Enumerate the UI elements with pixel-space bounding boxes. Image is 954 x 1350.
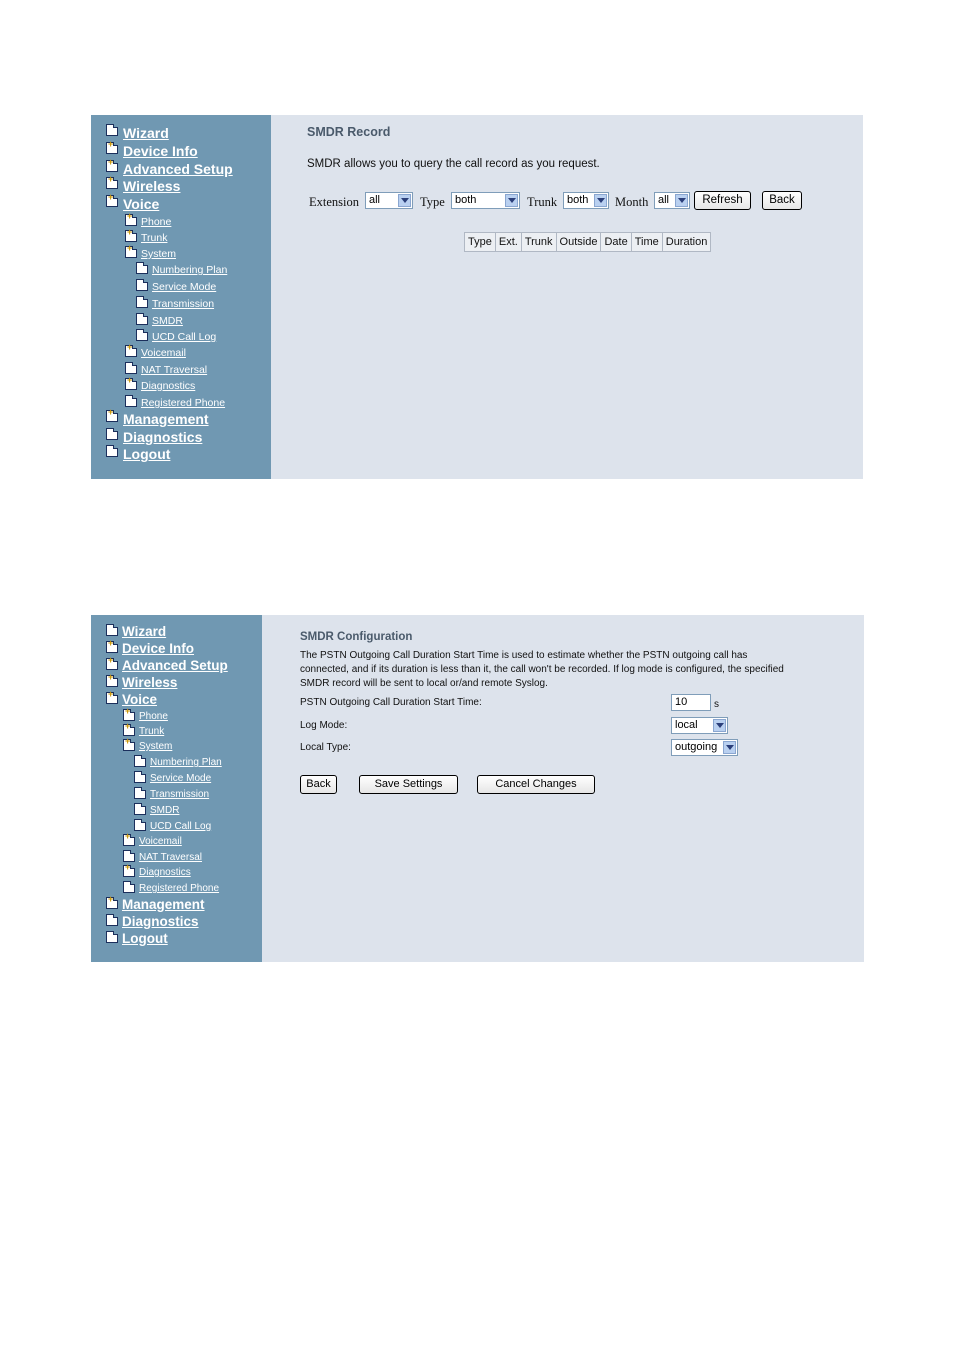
month-select[interactable] — [654, 192, 690, 209]
nav-wireless[interactable]: Wireless — [122, 675, 178, 690]
start-time-input[interactable]: 10 — [671, 694, 711, 711]
nav-smdr[interactable]: SMDR — [150, 805, 180, 816]
page-title: SMDR Configuration — [300, 631, 413, 643]
folder-open-icon — [106, 695, 118, 704]
folder-plus-icon — [106, 413, 118, 422]
chevron-down-icon — [713, 719, 726, 732]
nav-wireless[interactable]: Wireless — [123, 178, 181, 194]
start-time-label: PSTN Outgoing Call Duration Start Time: — [300, 697, 482, 708]
folder-plus-icon — [106, 644, 118, 653]
trunk-value: both — [567, 194, 589, 206]
document-icon — [134, 822, 146, 831]
document-icon — [134, 758, 146, 767]
refresh-button[interactable]: Refresh — [694, 191, 751, 210]
nav-advanced-setup[interactable]: Advanced Setup — [122, 658, 228, 673]
document-icon — [136, 299, 148, 308]
folder-plus-icon — [106, 900, 118, 909]
type-select[interactable] — [451, 192, 520, 209]
folder-plus-icon — [125, 348, 137, 357]
document-icon — [136, 265, 148, 274]
nav-ucd-call-log[interactable]: UCD Call Log — [150, 821, 212, 832]
type-value: both — [455, 194, 477, 206]
folder-icon — [106, 934, 118, 943]
nav-voicemail[interactable]: Voicemail — [141, 347, 186, 359]
nav-ucd-call-log[interactable]: UCD Call Log — [152, 331, 217, 343]
nav-smdr[interactable]: SMDR — [152, 315, 183, 327]
column-header: Trunk — [522, 233, 556, 251]
nav-management[interactable]: Management — [123, 411, 209, 427]
folder-icon — [106, 448, 118, 457]
nav-logout[interactable]: Logout — [123, 446, 171, 462]
nav-transmission[interactable]: Transmission — [152, 298, 215, 310]
nav-wizard[interactable]: Wizard — [123, 125, 169, 141]
folder-plus-icon — [123, 727, 135, 736]
folder-plus-icon — [123, 712, 135, 721]
document-icon — [134, 774, 146, 783]
nav-phone[interactable]: Phone — [139, 711, 168, 722]
smdr-record-screenshot — [91, 115, 863, 479]
back-button[interactable]: Back — [762, 191, 802, 210]
log-mode-label: Log Mode: — [300, 720, 348, 731]
month-value: all — [658, 194, 670, 206]
nav-service-mode[interactable]: Service Mode — [150, 773, 212, 784]
nav-logout[interactable]: Logout — [122, 931, 168, 946]
nav-diagnostics-sub[interactable]: Diagnostics — [139, 867, 191, 878]
column-header: Type — [465, 233, 495, 251]
nav-wizard[interactable]: Wizard — [122, 624, 167, 639]
folder-plus-icon — [125, 233, 137, 242]
column-header: Duration — [663, 233, 711, 251]
sidebar — [91, 615, 262, 962]
chevron-down-icon — [675, 194, 688, 207]
save-settings-button[interactable]: Save Settings — [359, 775, 458, 794]
nav-device-info[interactable]: Device Info — [122, 641, 195, 656]
folder-open-icon — [106, 198, 118, 207]
cancel-changes-button[interactable]: Cancel Changes — [477, 775, 595, 794]
column-header: Ext. — [496, 233, 521, 251]
nav-voice[interactable]: Voice — [122, 692, 158, 707]
folder-plus-icon — [106, 145, 118, 154]
nav-registered-phone[interactable]: Registered Phone — [139, 883, 220, 894]
back-button[interactable]: Back — [300, 775, 337, 794]
chevron-down-icon — [505, 194, 518, 207]
description-line-1: The PSTN Outgoing Call Duration Start Time is used to estimate whether the PSTN outgoing call has — [300, 650, 748, 661]
column-header: Time — [632, 233, 662, 251]
document-icon — [136, 332, 148, 341]
sidebar — [91, 115, 271, 479]
folder-open-icon — [123, 742, 135, 751]
start-time-unit: s — [714, 699, 719, 710]
nav-system[interactable]: System — [139, 741, 173, 752]
document-icon — [136, 282, 148, 291]
smdr-configuration-screenshot — [91, 615, 864, 962]
nav-system[interactable]: System — [141, 248, 177, 260]
nav-advanced-setup[interactable]: Advanced Setup — [123, 161, 233, 177]
log-mode-value: local — [675, 719, 698, 731]
nav-management[interactable]: Management — [122, 897, 205, 912]
nav-diagnostics-sub[interactable]: Diagnostics — [141, 380, 196, 392]
folder-plus-icon — [106, 180, 118, 189]
document-icon — [136, 316, 148, 325]
document-icon — [134, 806, 146, 815]
nav-trunk[interactable]: Trunk — [139, 726, 165, 737]
folder-icon — [106, 431, 118, 440]
folder-open-icon — [125, 249, 137, 258]
trunk-label: Trunk — [527, 195, 558, 209]
document-icon — [123, 884, 135, 893]
nav-trunk[interactable]: Trunk — [141, 232, 168, 244]
folder-plus-icon — [123, 837, 135, 846]
extension-value: all — [369, 194, 381, 206]
page-title: SMDR Record — [307, 125, 391, 139]
table-header-row — [465, 233, 710, 251]
document-icon — [134, 790, 146, 799]
nav-phone[interactable]: Phone — [141, 216, 172, 228]
folder-plus-icon — [125, 217, 137, 226]
chevron-down-icon — [398, 194, 411, 207]
column-header: Date — [601, 233, 630, 251]
nav-voice[interactable]: Voice — [123, 196, 160, 212]
content-panel — [262, 615, 864, 962]
folder-plus-icon — [106, 163, 118, 172]
folder-icon — [106, 627, 118, 636]
extension-select[interactable] — [365, 192, 413, 209]
column-header: Outside — [557, 233, 601, 251]
nav-numbering-plan[interactable]: Numbering Plan — [150, 757, 222, 768]
folder-plus-icon — [106, 678, 118, 687]
call-record-table — [464, 232, 711, 252]
description-line-2: connected, and if its duration is less than it, the call won't be recorded. If log mode is configured, the specified — [300, 664, 784, 675]
folder-icon — [106, 127, 118, 136]
trunk-select[interactable] — [563, 192, 609, 209]
nav-nat-traversal[interactable]: NAT Traversal — [141, 364, 208, 376]
extension-label: Extension — [309, 195, 359, 209]
document-icon — [123, 853, 135, 862]
nav-nat-traversal[interactable]: NAT Traversal — [139, 852, 202, 863]
type-label: Type — [420, 195, 445, 209]
folder-plus-icon — [123, 868, 135, 877]
nav-diagnostics[interactable]: Diagnostics — [123, 429, 203, 445]
nav-service-mode[interactable]: Service Mode — [152, 281, 217, 293]
page-description: SMDR allows you to query the call record as you request. — [307, 158, 600, 170]
folder-plus-icon — [125, 381, 137, 390]
month-label: Month — [615, 195, 649, 209]
nav-registered-phone[interactable]: Registered Phone — [141, 397, 226, 409]
description-line-3: SMDR record will be sent to local or/and remote Syslog. — [300, 678, 548, 689]
nav-voicemail[interactable]: Voicemail — [139, 836, 182, 847]
local-type-label: Local Type: — [300, 742, 351, 753]
local-type-value: outgoing — [675, 741, 718, 753]
document-icon — [125, 365, 137, 374]
local-type-select[interactable] — [671, 739, 738, 756]
nav-numbering-plan[interactable]: Numbering Plan — [152, 264, 228, 276]
content-panel — [271, 115, 863, 479]
chevron-down-icon — [594, 194, 607, 207]
document-icon — [125, 398, 137, 407]
log-mode-select[interactable] — [671, 717, 728, 734]
folder-icon — [106, 917, 118, 926]
nav-diagnostics[interactable]: Diagnostics — [122, 914, 199, 929]
folder-plus-icon — [106, 661, 118, 670]
nav-device-info[interactable]: Device Info — [123, 143, 198, 159]
chevron-down-icon — [723, 741, 736, 754]
nav-transmission[interactable]: Transmission — [150, 789, 210, 800]
